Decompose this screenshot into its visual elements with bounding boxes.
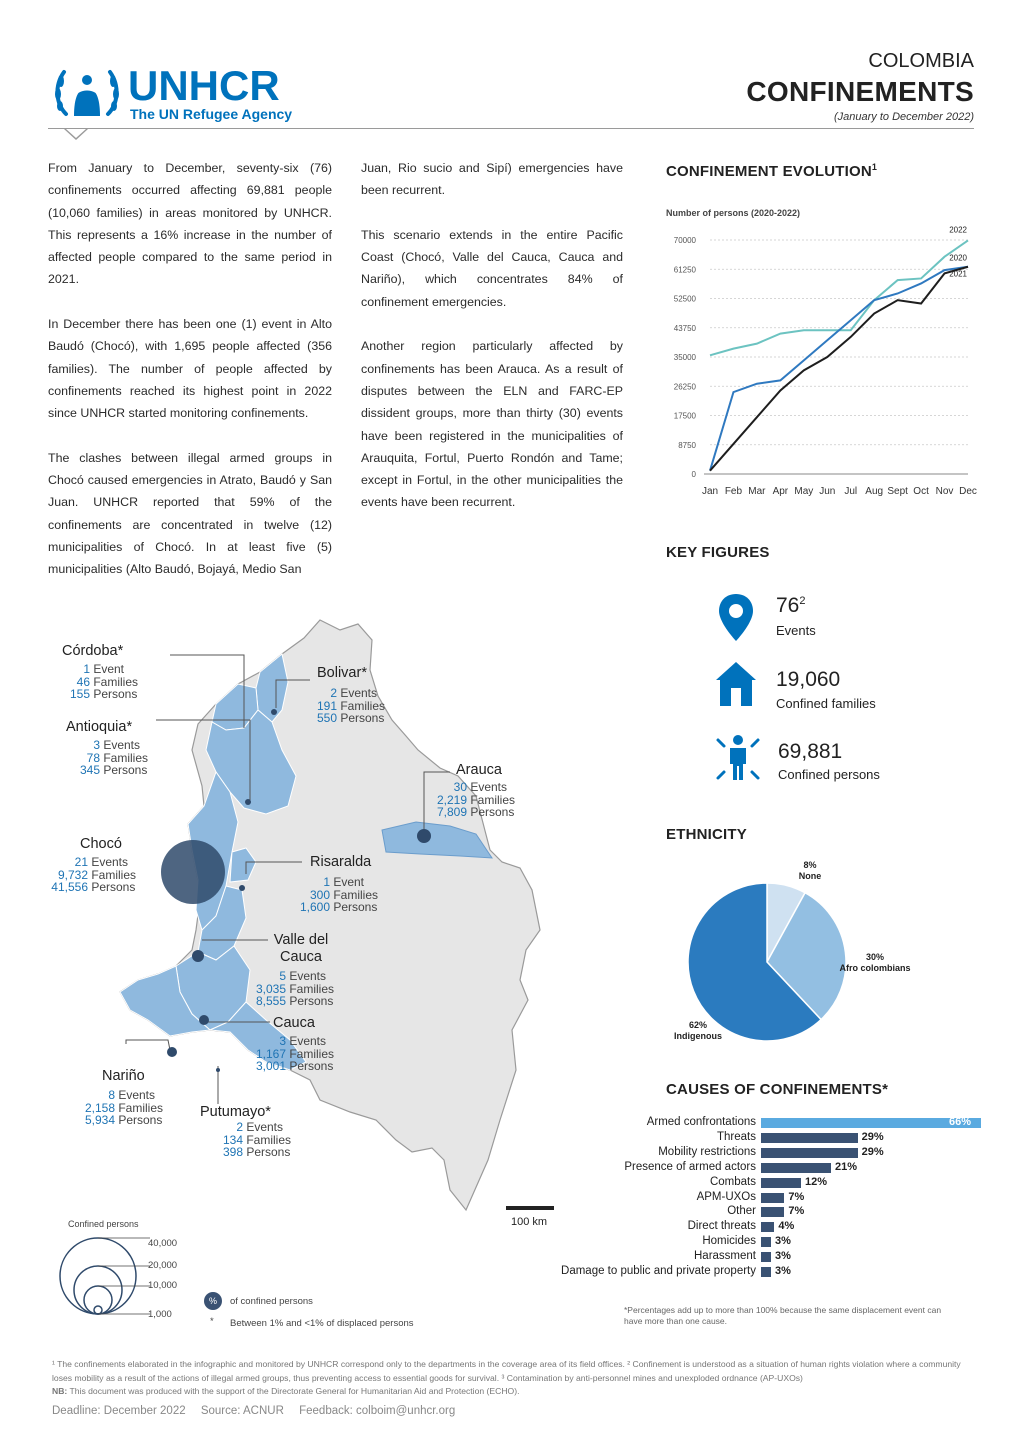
map-stat-unit: Events bbox=[100, 738, 141, 752]
legend-value: 1,000 bbox=[148, 1309, 172, 1320]
map-stat-value: 550 bbox=[316, 711, 337, 726]
intro-paragraph: Juan, Rio sucio and Sipí) emergencies have been recurrent. bbox=[361, 161, 623, 198]
map-stat-unit: Event bbox=[90, 662, 125, 676]
cause-row bbox=[540, 1265, 1000, 1279]
pie-percent-label: 8% bbox=[803, 860, 817, 870]
events-label: Events bbox=[776, 623, 816, 638]
map-stat-value: 2,219 bbox=[436, 792, 467, 807]
series-line-2022 bbox=[710, 240, 968, 355]
pie-category-label: Indigenous bbox=[674, 1031, 722, 1041]
map-department-stats bbox=[60, 739, 148, 777]
bubble-risaralda bbox=[239, 885, 245, 891]
person-icon bbox=[714, 734, 762, 787]
map-stat-value: 5 bbox=[279, 969, 286, 983]
legend-value: 20,000 bbox=[148, 1260, 178, 1271]
cause-label: Presence of armed actors bbox=[624, 1160, 756, 1173]
map-department-name: Antioquia* bbox=[66, 719, 133, 735]
cause-value: 3% bbox=[775, 1250, 791, 1263]
series-label: 2020 bbox=[949, 253, 967, 263]
map-department-name: Nariño bbox=[102, 1068, 145, 1084]
map-stat-unit: Families bbox=[90, 674, 139, 689]
map-stat-value: 3,001 bbox=[255, 1059, 286, 1074]
map-stat-value: 2 bbox=[330, 686, 337, 700]
map-stat-unit: Events bbox=[88, 855, 129, 869]
cause-value: 7% bbox=[788, 1205, 805, 1218]
page-footer bbox=[52, 1405, 467, 1417]
map-stat-value: 1 bbox=[323, 875, 330, 889]
map-stat-unit: Persons bbox=[330, 900, 378, 915]
cause-bar bbox=[761, 1237, 771, 1247]
cause-bar bbox=[761, 1118, 981, 1128]
page-title: CONFINEMENTS bbox=[746, 76, 974, 107]
intro-paragraph: The clashes between illegal armed groups in Chocó caused emergencies in Atrato, Baudó y San Juan. UNHCR reported that 59% of the confinements are concentrated in twelve (12) municipalities of Chocó. In at least five (5) municipalities (Alto Baudó, Bojayá, Medio San bbox=[48, 450, 332, 577]
report-period: (January to December 2022) bbox=[833, 111, 974, 123]
cause-label: Threats bbox=[717, 1130, 756, 1143]
cause-bar bbox=[761, 1267, 771, 1277]
cause-row bbox=[540, 1250, 1000, 1264]
pie-percent-label: 30% bbox=[865, 952, 885, 962]
footer-source: Source: ACNUR bbox=[200, 1405, 284, 1417]
families-label: Confined families bbox=[776, 696, 876, 711]
cause-row bbox=[540, 1131, 1000, 1145]
cause-value: 4% bbox=[778, 1220, 795, 1233]
cause-label: APM-UXOs bbox=[696, 1190, 756, 1203]
bubble-legend bbox=[54, 1232, 154, 1332]
x-tick-label: Jul bbox=[844, 486, 858, 497]
map-stat-value: 191 bbox=[316, 698, 337, 713]
map-stat-unit: Events bbox=[467, 780, 508, 794]
map-stat-unit: Persons bbox=[88, 880, 136, 895]
cause-bar bbox=[761, 1207, 784, 1217]
x-tick-label: Aug bbox=[865, 486, 884, 497]
map-stat-unit: Persons bbox=[467, 805, 515, 820]
bubble-narino bbox=[167, 1047, 177, 1057]
intro-column-1 bbox=[48, 157, 332, 603]
series-label: 2022 bbox=[949, 225, 967, 235]
map-department-stats bbox=[246, 970, 334, 1008]
map-stat-value: 1,600 bbox=[299, 900, 330, 915]
intro-paragraph: This scenario extends in the entire Pacific Coast (Chocó, Valle del Cauca, Cauca and Nariño), which concentrates 84% of confinement emergencies. bbox=[361, 227, 623, 309]
map-stat-unit: Persons bbox=[115, 1113, 163, 1128]
footnotes bbox=[52, 1358, 982, 1399]
map-stat-unit: Families bbox=[467, 792, 516, 807]
map-department-stats bbox=[290, 876, 378, 914]
footer-feedback-link[interactable]: Feedback: colboim@unhcr.org bbox=[299, 1405, 456, 1417]
nb-label: NB: bbox=[52, 1386, 68, 1396]
cause-label: Direct threats bbox=[687, 1220, 756, 1233]
y-tick-label: 0 bbox=[691, 470, 696, 479]
cause-value: 66% bbox=[949, 1116, 972, 1128]
evolution-title: CONFINEMENT EVOLUTION$^1$ bbox=[666, 162, 878, 180]
bubble-valle bbox=[192, 950, 204, 962]
events-figure: $76^2$ bbox=[776, 594, 806, 617]
map-stat-value: 2 bbox=[236, 1120, 243, 1134]
map-stat-unit: Families bbox=[243, 1132, 292, 1147]
x-tick-label: Jun bbox=[819, 486, 836, 497]
ethnicity-pie-chart bbox=[660, 850, 960, 1060]
ethnicity-title: ETHNICITY bbox=[666, 826, 747, 843]
map-stat-value: 21 bbox=[74, 855, 88, 869]
house-icon bbox=[716, 662, 756, 711]
cause-label: Harassment bbox=[694, 1250, 756, 1263]
x-tick-label: Feb bbox=[724, 486, 743, 497]
series-label: 2021 bbox=[949, 269, 967, 279]
map-stat-value: 41,556 bbox=[51, 880, 88, 895]
map-stat-unit: Families bbox=[330, 887, 379, 902]
pie-category-label: Afro colombians bbox=[839, 963, 911, 973]
y-tick-label: 70000 bbox=[673, 236, 696, 245]
org-logo-tagline: The UN Refugee Agency bbox=[130, 106, 293, 122]
legend-percent-label: of confined persons bbox=[230, 1296, 313, 1307]
map-department-stats bbox=[75, 1089, 163, 1127]
leader-narino bbox=[126, 1040, 170, 1050]
map-stat-value: 1 bbox=[83, 662, 90, 676]
series-line-2020 bbox=[710, 267, 968, 471]
cause-label: Homicides bbox=[702, 1235, 756, 1248]
cause-label: Combats bbox=[709, 1175, 756, 1188]
map-stat-unit: Events bbox=[115, 1088, 156, 1102]
key-figures-title: KEY FIGURES bbox=[666, 544, 770, 561]
map-stat-unit: Families bbox=[100, 750, 149, 765]
map-stat-value: 8 bbox=[108, 1088, 115, 1102]
map-stat-value: 345 bbox=[79, 763, 100, 778]
unhcr-emblem-icon bbox=[52, 64, 122, 120]
map-stat-unit: Event bbox=[330, 875, 365, 889]
intro-paragraph: In December there has been one (1) event in Alto Baudó (Chocó), with 1,695 people affected (356 families). The number of people affected by confinements reached its highest point in 2022 since UNHCR started monitoring confinements. bbox=[48, 317, 332, 421]
map-stat-value: 46 bbox=[76, 674, 90, 689]
location-pin-icon bbox=[718, 594, 754, 647]
map-department-name: Bolivar* bbox=[317, 665, 367, 681]
causes-title: CAUSES OF CONFINEMENTS* bbox=[666, 1081, 889, 1098]
legend-value: 10,000 bbox=[148, 1280, 178, 1291]
map-stat-unit: Persons bbox=[286, 994, 334, 1009]
cause-label: Damage to public and private property bbox=[561, 1265, 756, 1277]
x-tick-label: Jan bbox=[701, 486, 719, 497]
map-department-name: Cauca bbox=[273, 1015, 315, 1031]
nb-text: This document was produced with the support of the Directorate General for Humanitarian Aid and Protection (ECHO). bbox=[69, 1386, 520, 1396]
map-stat-unit: Families bbox=[286, 981, 335, 996]
map-stat-value: 9,732 bbox=[57, 867, 88, 882]
legend-percent-symbol: % bbox=[204, 1292, 222, 1310]
bubble-choco bbox=[161, 840, 225, 904]
intro-column-2 bbox=[361, 157, 623, 536]
cause-bar bbox=[761, 1163, 831, 1173]
map-department-stats bbox=[203, 1121, 291, 1159]
persons-label: Confined persons bbox=[778, 767, 880, 782]
x-tick-label: Mar bbox=[748, 486, 766, 497]
y-tick-label: 35000 bbox=[673, 353, 696, 362]
x-tick-label: May bbox=[794, 486, 814, 497]
cause-value: 7% bbox=[788, 1190, 805, 1203]
y-tick-label: 26250 bbox=[673, 382, 696, 392]
map-stat-value: 5,934 bbox=[84, 1113, 115, 1128]
x-tick-label: Dec bbox=[959, 486, 977, 497]
evolution-axis-label: Number of persons (2020-2022) bbox=[666, 208, 801, 218]
map-stat-unit: Persons bbox=[337, 711, 385, 726]
families-figure: 19,060 bbox=[776, 668, 841, 691]
cause-row bbox=[540, 1220, 1000, 1234]
scale-bar bbox=[506, 1206, 554, 1210]
country-heading: COLOMBIA bbox=[868, 50, 974, 72]
map-department-stats bbox=[246, 1035, 334, 1073]
pie-percent-label: 62% bbox=[688, 1020, 708, 1030]
map-stat-unit: Persons bbox=[100, 763, 148, 778]
map-stat-unit: Families bbox=[286, 1046, 335, 1061]
scale-bar-label: 100 km bbox=[511, 1216, 548, 1228]
y-tick-label: 52500 bbox=[673, 294, 696, 304]
bubble-putumayo bbox=[216, 1068, 220, 1072]
intro-paragraph: Another region particularly affected by confinements has been Arauca. As a result of disputes between the ELN and FARC-EP dissident groups, more than thirty (30) events have been registered in the municipalities of Arauquita, Fortul, Puerto Rondón and Tame; except in Fortul, in the other municipalities the events have been recurrent. bbox=[361, 339, 623, 510]
cause-value: 3% bbox=[775, 1265, 791, 1277]
legend-star-symbol: * bbox=[210, 1316, 214, 1327]
legend-title: Confined persons bbox=[68, 1219, 139, 1229]
cause-row bbox=[540, 1205, 1000, 1219]
y-tick-label: 8750 bbox=[678, 440, 696, 450]
map-stat-value: 2,158 bbox=[84, 1100, 115, 1115]
cause-bar bbox=[761, 1222, 774, 1232]
legend-value: 40,000 bbox=[148, 1238, 178, 1249]
cause-value: 29% bbox=[861, 1145, 884, 1158]
x-tick-label: Apr bbox=[772, 486, 789, 497]
cause-label: Mobility restrictions bbox=[658, 1145, 756, 1158]
map-department-name: Putumayo* bbox=[200, 1104, 271, 1120]
cause-label: Armed confrontations bbox=[646, 1116, 756, 1128]
cause-label: Other bbox=[727, 1205, 756, 1218]
map-stat-unit: Persons bbox=[286, 1059, 334, 1074]
map-stat-unit: Families bbox=[337, 698, 386, 713]
map-stat-value: 30 bbox=[453, 780, 467, 794]
map-stat-value: 134 bbox=[222, 1132, 243, 1147]
persons-figure: 69,881 bbox=[778, 740, 843, 763]
map-department-stats bbox=[48, 856, 136, 894]
cause-row bbox=[540, 1161, 1000, 1175]
map-stat-value: 3 bbox=[93, 738, 100, 752]
x-tick-label: Oct bbox=[913, 486, 929, 497]
map-stat-unit: Families bbox=[88, 867, 137, 882]
map-stat-value: 8,555 bbox=[255, 994, 286, 1009]
cause-value: 29% bbox=[861, 1130, 884, 1143]
map-department-name: Arauca bbox=[456, 762, 502, 778]
legend-star-label: Between 1% and <1% of displaced persons bbox=[230, 1318, 414, 1329]
map-stat-unit: Events bbox=[337, 686, 378, 700]
bubble-arauca bbox=[417, 829, 431, 843]
bubble-cauca bbox=[199, 1015, 209, 1025]
header-divider bbox=[48, 128, 974, 129]
cause-row bbox=[540, 1116, 1000, 1130]
cause-bar bbox=[761, 1193, 784, 1203]
map-stat-value: 7,809 bbox=[436, 805, 467, 820]
cause-value: 21% bbox=[835, 1160, 858, 1173]
x-tick-label: Sept bbox=[887, 486, 908, 497]
x-tick-label: Nov bbox=[935, 486, 954, 497]
cause-row bbox=[540, 1146, 1000, 1160]
intro-paragraph: From January to December, seventy-six (76) confinements occurred affecting 69,881 people (10,060 families) in areas monitored by UNHCR. This represents a 16% increase in the number of affected people compared to the same period in 2021. bbox=[48, 161, 332, 287]
map-department-stats bbox=[50, 663, 138, 701]
map-stat-value: 78 bbox=[86, 750, 100, 765]
map-department-stats bbox=[427, 781, 515, 819]
map-department-name: Valle del Cauca bbox=[273, 932, 329, 965]
cause-value: 12% bbox=[805, 1175, 828, 1188]
cause-bar bbox=[761, 1133, 858, 1143]
pie-category-label: None bbox=[798, 871, 822, 881]
map-department-name: Risaralda bbox=[310, 854, 372, 870]
cause-bar bbox=[761, 1178, 801, 1188]
map-stat-value: 3 bbox=[279, 1034, 286, 1048]
bubble-antioquia bbox=[245, 799, 251, 805]
confinement-evolution-chart bbox=[660, 222, 980, 507]
map-stat-unit: Persons bbox=[243, 1145, 291, 1160]
cause-row bbox=[540, 1176, 1000, 1190]
map-stat-unit: Events bbox=[286, 1034, 327, 1048]
series-line-2021 bbox=[710, 267, 968, 471]
causes-note: *Percentages add up to more than 100% because the same displacement event can have more than one cause. bbox=[624, 1305, 942, 1326]
y-tick-label: 61250 bbox=[673, 265, 696, 275]
map-stat-value: 398 bbox=[222, 1145, 243, 1160]
y-tick-label: 43750 bbox=[673, 323, 696, 333]
map-stat-value: 155 bbox=[69, 687, 90, 702]
map-stat-unit: Families bbox=[115, 1100, 164, 1115]
y-tick-label: 17500 bbox=[673, 411, 696, 421]
map-department-name: Córdoba* bbox=[62, 643, 124, 659]
bubble-bolivar bbox=[271, 709, 277, 715]
map-stat-value: 3,035 bbox=[255, 981, 286, 996]
footer-deadline: Deadline: December 2022 bbox=[52, 1405, 186, 1417]
org-logo-name: UNHCR bbox=[128, 62, 280, 109]
map-stat-unit: Events bbox=[286, 969, 327, 983]
map-department-name: Chocó bbox=[80, 836, 122, 852]
cause-row bbox=[540, 1235, 1000, 1249]
map-stat-unit: Events bbox=[243, 1120, 284, 1134]
map-stat-value: 1,167 bbox=[255, 1046, 286, 1061]
map-stat-value: 300 bbox=[309, 887, 330, 902]
cause-value: 3% bbox=[775, 1235, 791, 1248]
footnote-text: ¹ The confinements elaborated in the infographic and monitored by UNHCR correspond only to the departments in the coverage area of its field offices. ² Confinement is understood as a situation of human rights violation where a community loses mobility as a result of the actions of illegal armed groups, thus preventing access to essential goods for survival. ³ Contamination by anti-personnel mines and unexploded ordnance (AP-UXOs) bbox=[52, 1359, 961, 1383]
map-department-stats bbox=[297, 687, 385, 725]
cause-bar bbox=[761, 1252, 771, 1262]
map-stat-unit: Persons bbox=[90, 687, 138, 702]
cause-row bbox=[540, 1191, 1000, 1205]
cause-bar bbox=[761, 1148, 858, 1158]
